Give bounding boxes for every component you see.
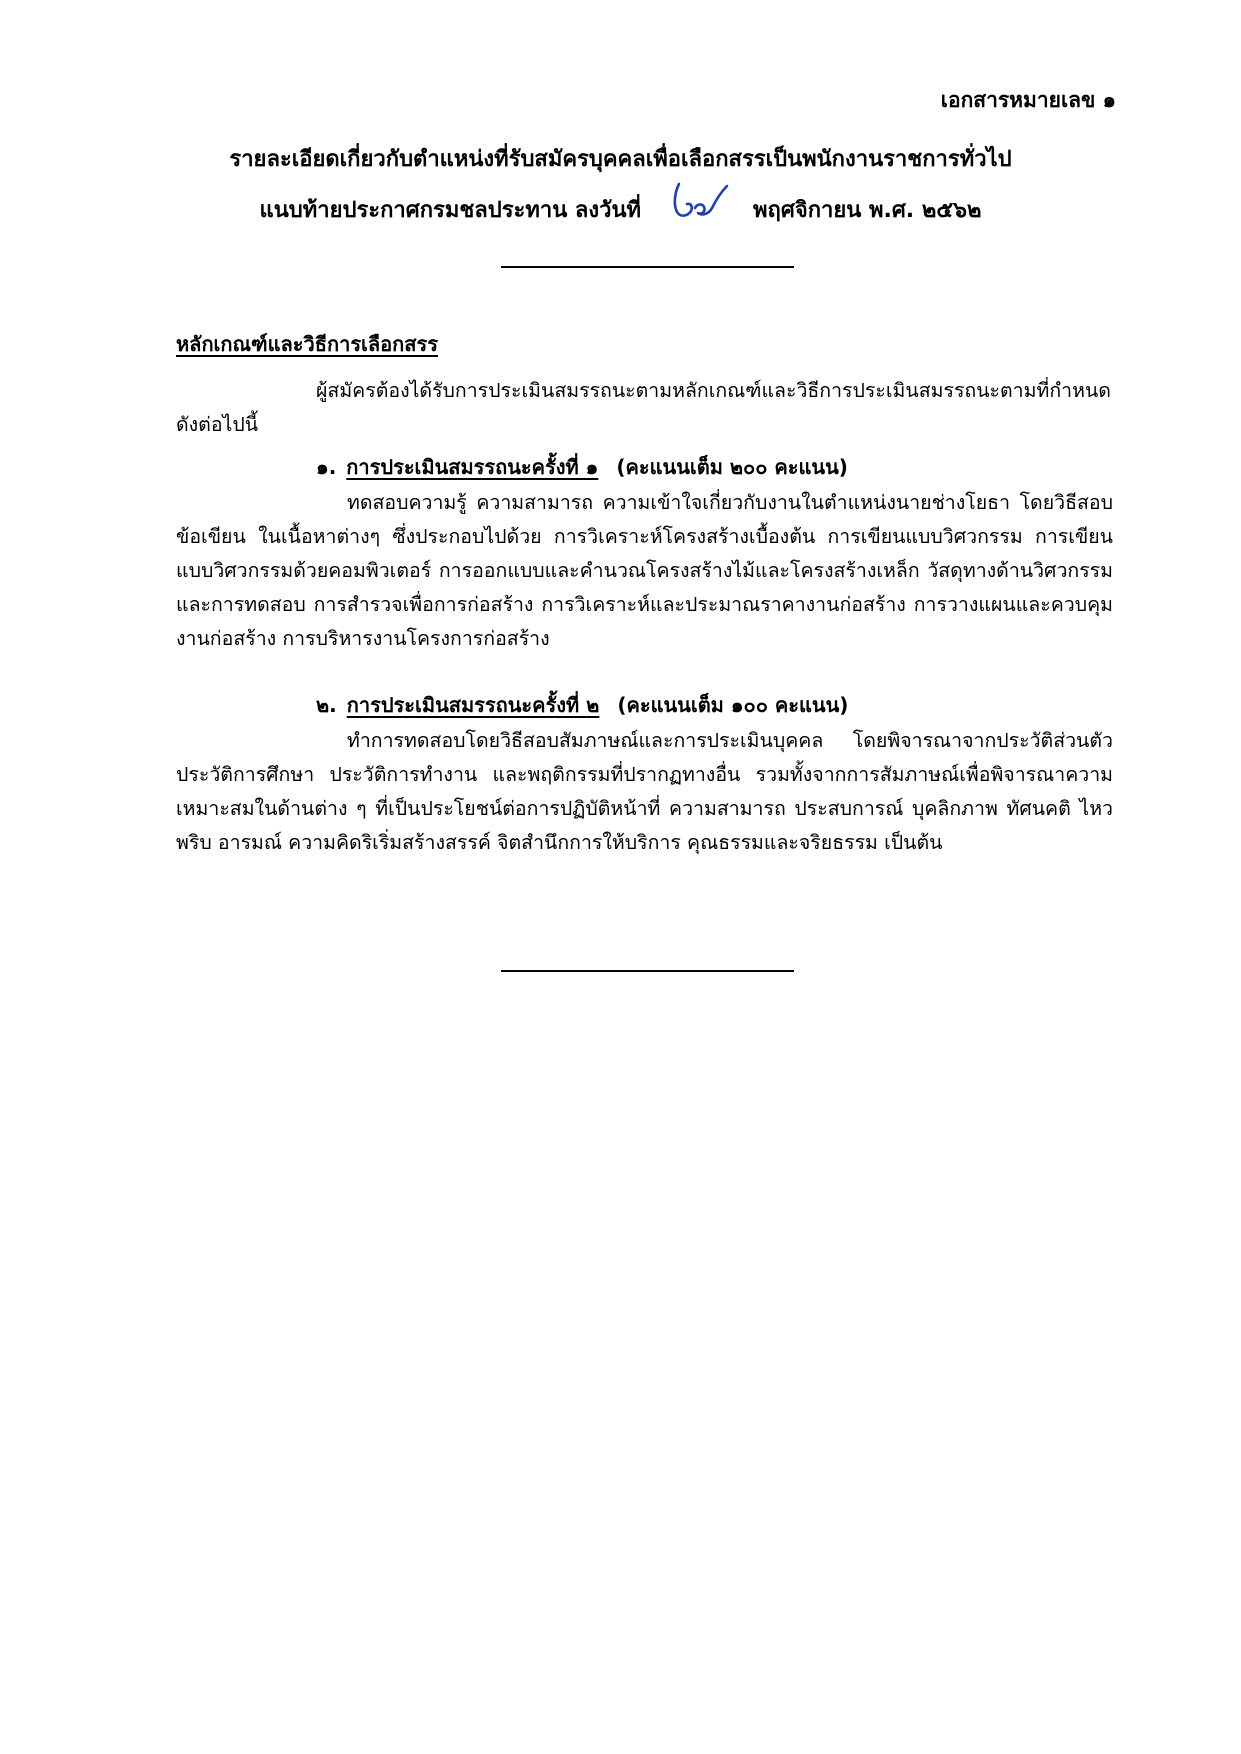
criterion-1-number: ๑.: [316, 455, 337, 479]
criterion-2-heading: [316, 689, 848, 721]
divider-bottom: [501, 970, 794, 972]
intro-paragraph: [176, 374, 1113, 442]
criterion-1-body: [176, 486, 1113, 656]
divider-top: [501, 266, 794, 268]
handwritten-day-mark: [669, 178, 731, 224]
subtitle-prefix: แนบท้ายประกาศกรมชลประทาน ลงวันที่: [259, 197, 642, 223]
criterion-1-text: ทดสอบความรู้ ความสามารถ ความเข้าใจเกี่ยวกับงานในตำแหน่งนายช่างโยธา โดยวิธีสอบข้อเขียน ในเนื้อหาต่างๆ ซึ่งประกอบไปด้วย การวิเคราะห์โครงสร้างเบื้องต้น การเขียนแบบวิศวกรรม การเขียนแบบวิศวกรรมด้วยคอมพิวเตอร์ การออกแบบและคำนวณโครงสร้างไม้และโครงสร้างเหล็ก วัสดุทางด้านวิศวกรรมและการทดสอบ การสำรวจเพื่อการก่อสร้าง การวิเคราะห์และประมาณราคางานก่อสร้าง การวางแผนและควบคุมงานก่อสร้าง การบริหารงานโครงการก่อสร้าง: [176, 491, 1113, 650]
criterion-1-heading: [316, 451, 848, 483]
criterion-1-score: (คะแนนเต็ม ๒๐๐ คะแนน): [616, 455, 848, 479]
criterion-2-score: (คะแนนเต็ม ๑๐๐ คะแนน): [617, 693, 849, 717]
intro-text: ผู้สมัครต้องได้รับการประเมินสมรรถนะตามหลักเกณฑ์และวิธีการประเมินสมรรถนะตามที่กำหนด ดังต่อไปนี้: [176, 379, 1111, 436]
handwritten-day: [669, 178, 731, 224]
criterion-2-text: ทำการทดสอบโดยวิธีสอบสัมภาษณ์และการประเมินบุคคล โดยพิจารณาจากประวัติส่วนตัว ประวัติการศึกษา ประวัติการทำงาน และพฤติกรรมที่ปรากฏทางอื่น รวมทั้งจากการสัมภาษณ์เพื่อพิจารณาความเหมาะสมในด้านต่าง ๆ ที่เป็นประโยชน์ต่อการปฏิบัติหน้าที่ ความสามารถ ประสบการณ์ บุคลิกภาพ ทัศนคติ ไหวพริบ อารมณ์ ความคิดริเริ่มสร้างสรรค์ จิตสำนึกการให้บริการ คุณธรรมและจริยธรรม เป็นต้น: [176, 729, 1113, 854]
criterion-2-title: การประเมินสมรรถนะครั้งที่ ๒: [346, 693, 600, 717]
criterion-2-body: [176, 724, 1113, 860]
document-title: รายละเอียดเกี่ยวกับตำแหน่งที่รับสมัครบุคคลเพื่อเลือกสรรเป็นพนักงานราชการทั่วไป: [229, 147, 1012, 172]
criterion-1-title: การประเมินสมรรถนะครั้งที่ ๑: [346, 455, 599, 479]
document-subtitle: [0, 186, 1241, 232]
section-heading: หลักเกณฑ์และวิธีการเลือกสรร: [176, 332, 438, 356]
subtitle-suffix: พฤศจิกายน พ.ศ. ๒๕๖๒: [753, 197, 982, 223]
document-number: เอกสารหมายเลข ๑: [940, 88, 1116, 112]
criterion-2-number: ๒.: [316, 693, 337, 717]
